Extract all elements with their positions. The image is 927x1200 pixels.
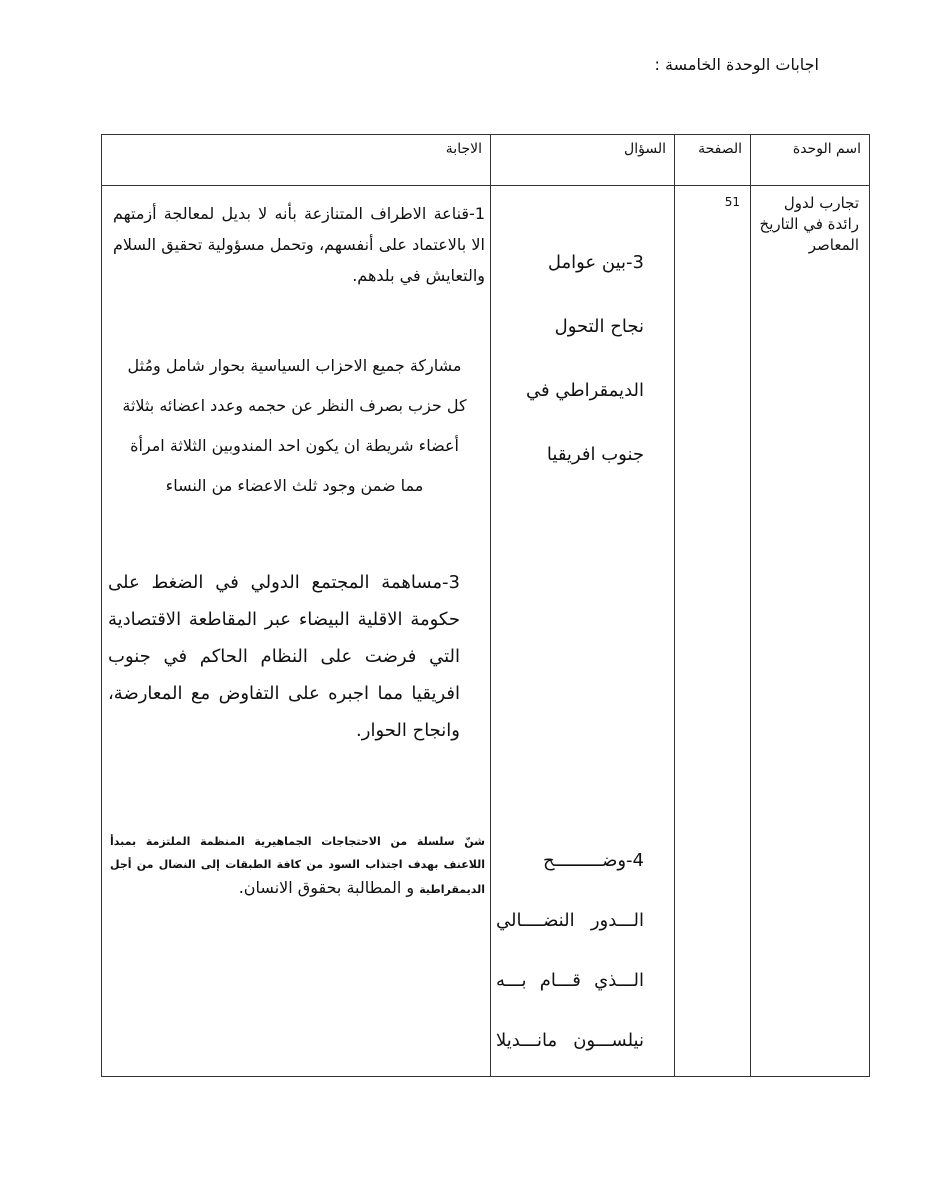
header-page: الصفحة (675, 135, 751, 186)
unit-cell (751, 186, 870, 1077)
question-2: 4-وضـــــــــح الـــدور النضــــالي الـــذي قـــام بـــه نيلســـون مانـــديلا (496, 850, 644, 1051)
header-question: السؤال (491, 135, 675, 186)
answer-paragraph-3: 3-مساهمة المجتمع الدولي في الضغط على حكومة الاقلية البيضاء عبر المقاطعة الاقتصادية التي فرضت على النظام الحاكم في جنوب افريقيا مما اجبره على التفاوض مع المعارضة، وانجاح الحوار. (108, 572, 460, 741)
answer-4-bold-text: شنّ سلسلة من الاحتجاجات الجماهيرية المنظمة الملتزمة بمبدأ اللاعنف بهدف اجتذاب السود من كافة الطبقات إلى النضال من أجل الديمقراطية (110, 835, 485, 896)
question-1: 3-بين عوامل نجاح التحول الديمقراطي في جنوب افريقيا (525, 252, 644, 465)
answer-4-tail-text: و المطالبة بحقوق الانسان. (238, 878, 420, 897)
answer-paragraph-2: مشاركة جميع الاحزاب السياسية بحوار شامل ومُثل كل حزب بصرف النظر عن حجمه وعدد اعضائه بثلاثة أعضاء شريطة ان يكون احد المندوبين الثلاثة امرأة مما ضمن وجود ثلث الاعضاء من النساء (122, 356, 467, 495)
question-cell (491, 186, 675, 1077)
page-number: 51 (724, 195, 740, 209)
header-unit: اسم الوحدة (751, 135, 870, 186)
answer-paragraph-1: 1-قناعة الاطراف المتنازعة بأنه لا بديل لمعالجة أزمتهم الا بالاعتماد على أنفسهم، وتحمل مسؤولية تحقيق السلام والتعايش في بلدهم. (113, 204, 485, 285)
table-row (102, 186, 870, 1077)
header-answer: الاجابة (102, 135, 491, 186)
answer-paragraph-4 (110, 830, 485, 901)
answers-table (101, 134, 870, 1077)
table-header-row (102, 135, 870, 186)
unit-name: تجارب لدول رائدة في التاريخ المعاصر (759, 194, 859, 254)
answer-cell (102, 186, 491, 1077)
page-cell (675, 186, 751, 1077)
page-title: اجابات الوحدة الخامسة : (654, 55, 819, 74)
